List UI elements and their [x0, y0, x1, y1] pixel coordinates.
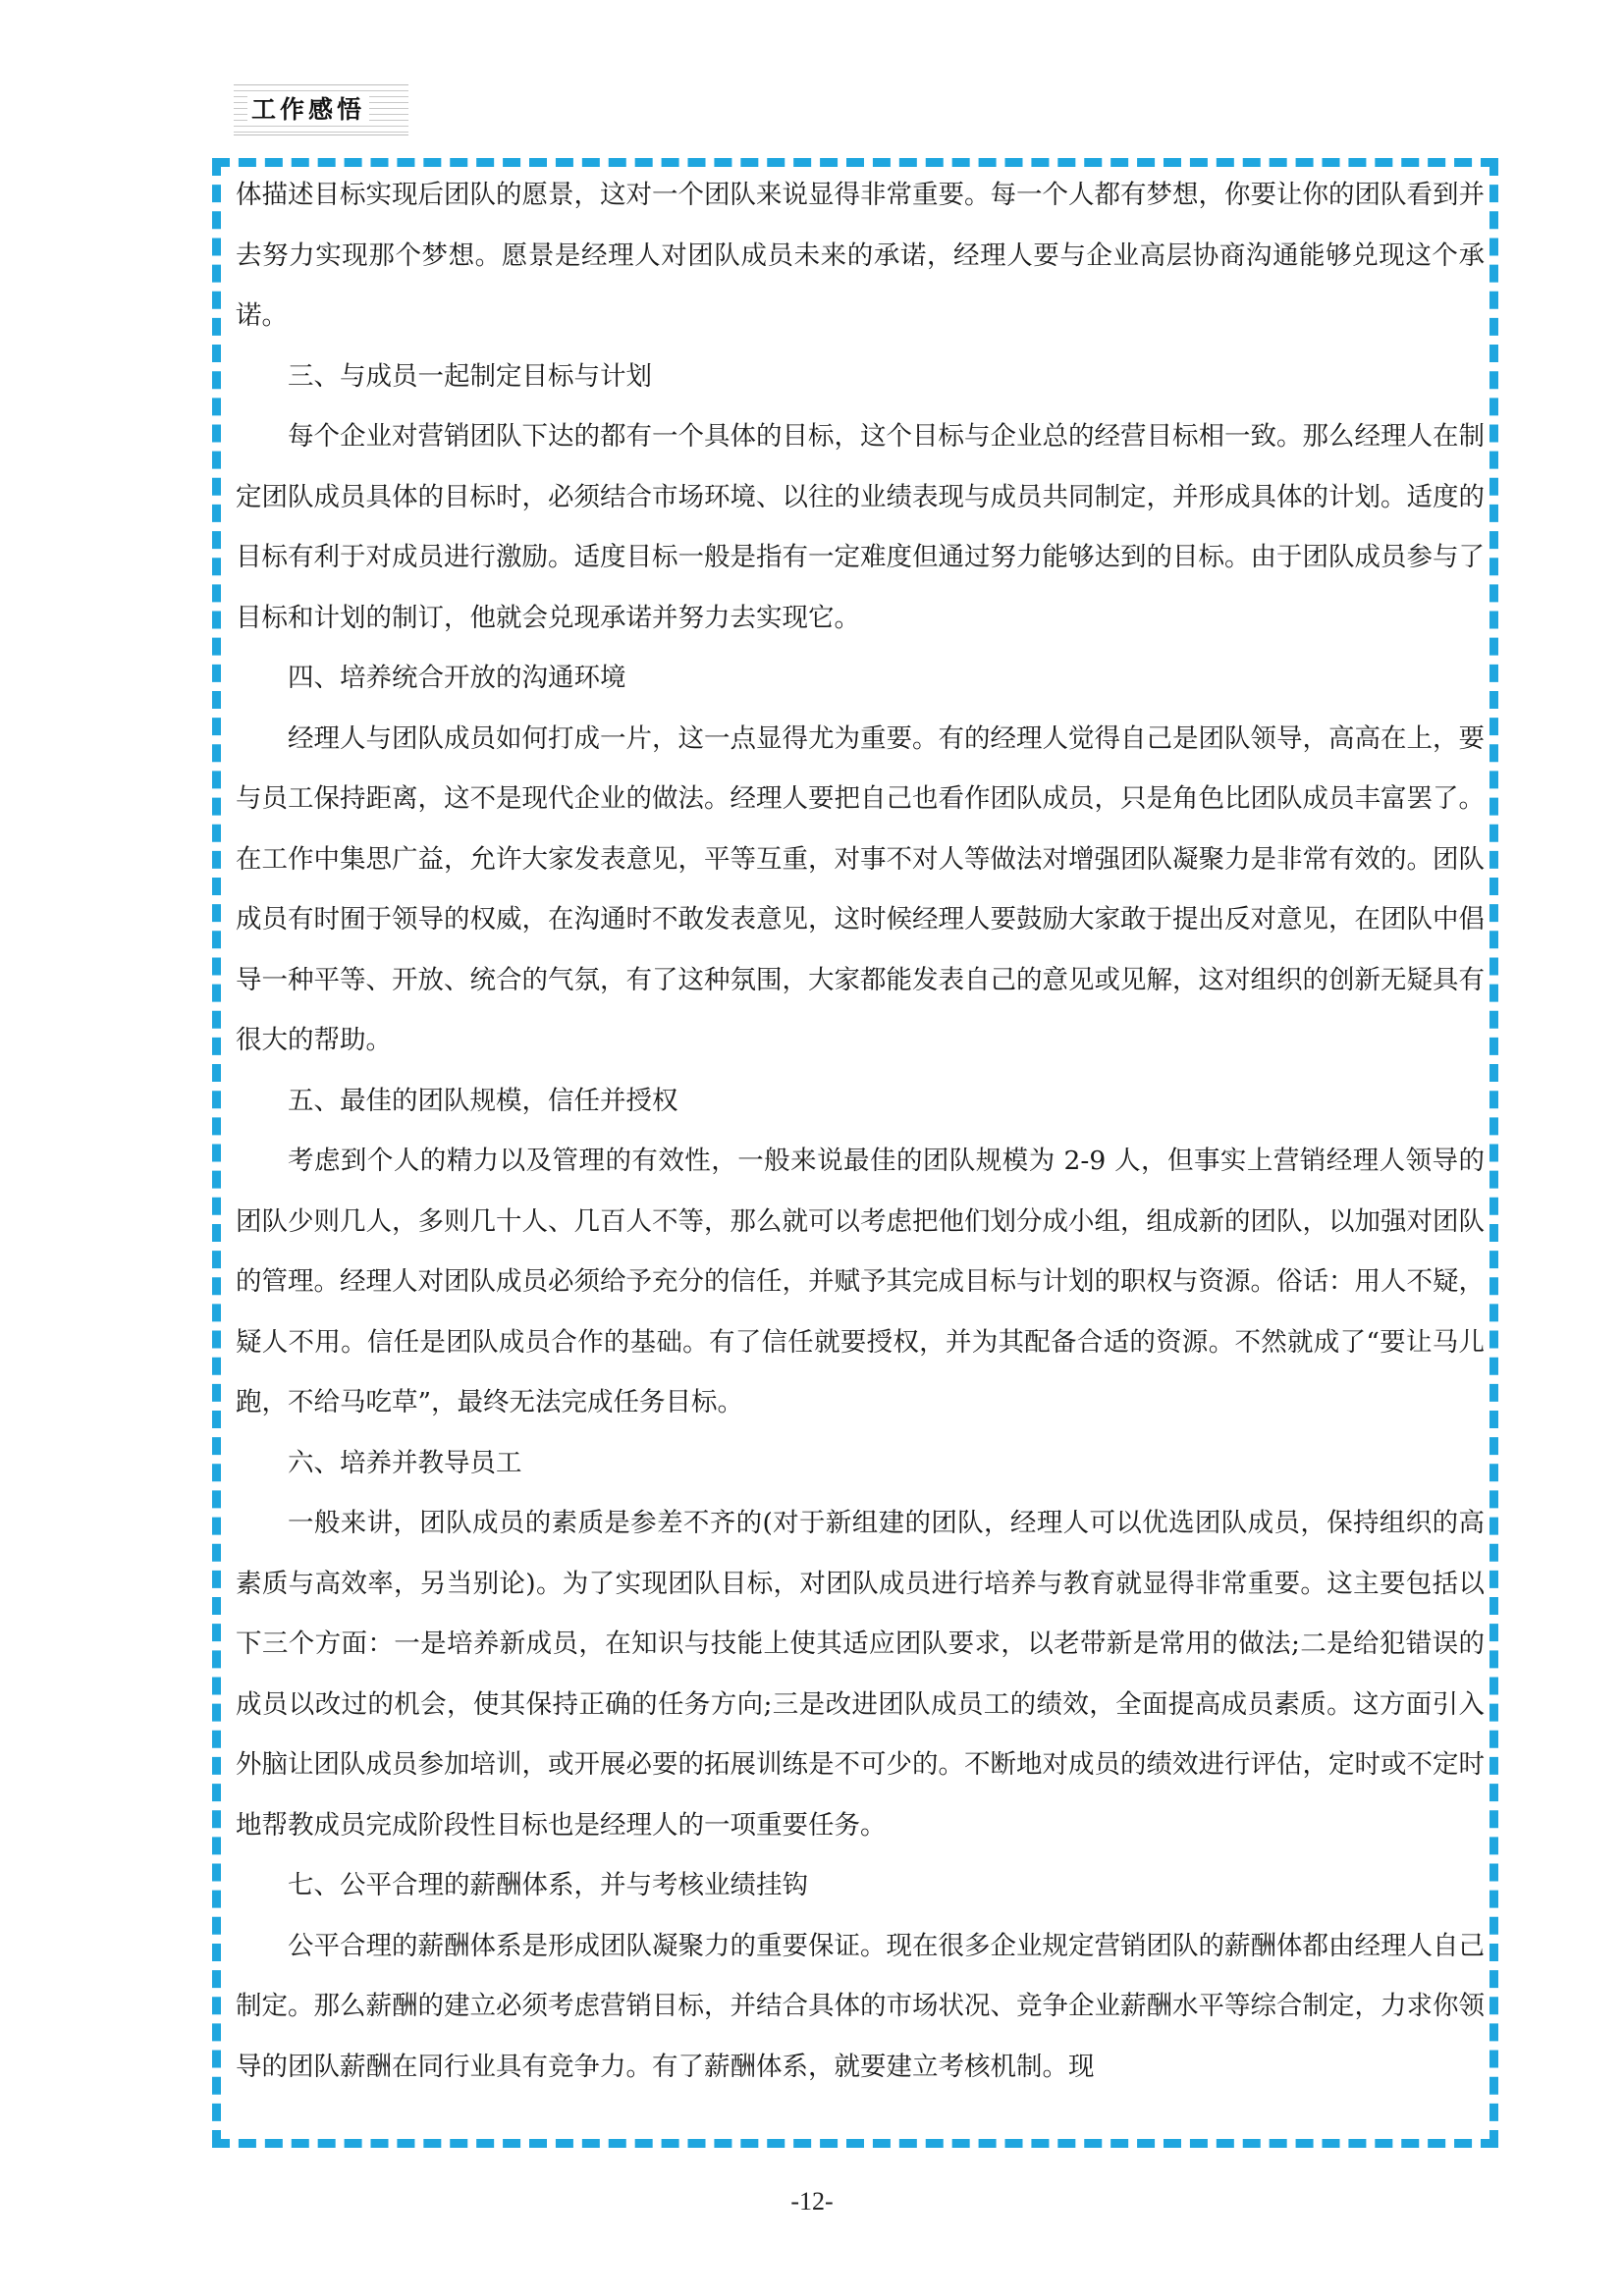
article-body — [236, 165, 1485, 2097]
paragraph-section-6: 一般来讲，团队成员的素质是参差不齐的(对于新组建的团队，经理人可以优选团队成员，保持组织的高素质与高效率，另当别论)。为了实现团队目标，对团队成员进行培养与教育就显得非常重要。这主要包括以下三个方面：一是培养新成员，在知识与技能上使其适应团队要求，以老带新是常用的做法;二是给犯错误的成员以改过的机会，使其保持正确的任务方向;三是改进团队成员工的绩效，全面提高成员素质。这方面引入外脑让团队成员参加培训，或开展必要的拓展训练是不可少的。不断地对成员的绩效进行评估，定时或不定时地帮教成员完成阶段性目标也是经理人的一项重要任务。 — [236, 1508, 1485, 1841]
section-heading-3: 三、与成员一起制定目标与计划 — [288, 360, 652, 392]
paragraph-section-5: 考虑到个人的精力以及管理的有效性，一般来说最佳的团队规模为 2-9 人，但事实上营销经理人领导的团队少则几人，多则几十人、几百人不等，那么就可以考虑把他们划分成小组，组成新的团队，以加强对团队的管理。经理人对团队成员必须给予充分的信任，并赋予其完成目标与计划的职权与资源。俗话：用人不疑，疑人不用。信任是团队成员合作的基础。有了信任就要授权，并为其配备合适的资源。不然就成了“要让马儿跑，不给马吃草”，最终无法完成任务目标。 — [236, 1146, 1485, 1417]
section-heading-7: 七、公平合理的薪酬体系，并与考核业绩挂钩 — [288, 1870, 808, 1900]
paragraph-section-3: 每个企业对营销团队下达的都有一个具体的目标，这个目标与企业总的经营目标相一致。那么经理人在制定团队成员具体的目标时，必须结合市场环境、以往的业绩表现与成员共同制定，并形成具体的计划。适度的目标有利于对成员进行激励。适度目标一般是指有一定难度但通过努力能够达到的目标。由于团队成员参与了目标和计划的制订，他就会兑现承诺并努力去实现它。 — [236, 421, 1485, 633]
header-title: 工作感悟 — [247, 96, 369, 124]
page-number: -12- — [790, 2187, 834, 2216]
paragraph-continuation: 体描述目标实现后团队的愿景，这对一个团队来说显得非常重要。每一个人都有梦想，你要让你的团队看到并去努力实现那个梦想。愿景是经理人对团队成员未来的承诺，经理人要与企业高层协商沟通能够兑现这个承诺。 — [236, 180, 1485, 331]
section-heading-6: 六、培养并教导员工 — [288, 1447, 522, 1478]
section-heading-4: 四、培养统合开放的沟通环境 — [288, 663, 626, 693]
paragraph-section-7: 公平合理的薪酬体系是形成团队凝聚力的重要保证。现在很多企业规定营销团队的薪酬体都由经理人自己制定。那么薪酬的建立必须考虑营销目标，并结合具体的市场状况、竞争企业薪酬水平等综合制定，力求你领导的团队薪酬在同行业具有竞争力。有了薪酬体系，就要建立考核机制。现 — [236, 1930, 1485, 2082]
header-tab — [234, 84, 408, 135]
section-heading-5: 五、最佳的团队规模，信任并授权 — [288, 1085, 678, 1116]
paragraph-section-4: 经理人与团队成员如何打成一片，这一点显得尤为重要。有的经理人觉得自己是团队领导，高高在上，要与员工保持距离，这不是现代企业的做法。经理人要把自己也看作团队成员，只是角色比团队成员丰富罢了。在工作中集思广益，允许大家发表意见，平等互重，对事不对人等做法对增强团队凝聚力是非常有效的。团队成员有时囿于领导的权威，在沟通时不敢发表意见，这时候经理人要鼓励大家敢于提出反对意见，在团队中倡导一种平等、开放、统合的气氛，有了这种氛围，大家都能发表自己的意见或见解，这对组织的创新无疑具有很大的帮助。 — [236, 722, 1485, 1055]
